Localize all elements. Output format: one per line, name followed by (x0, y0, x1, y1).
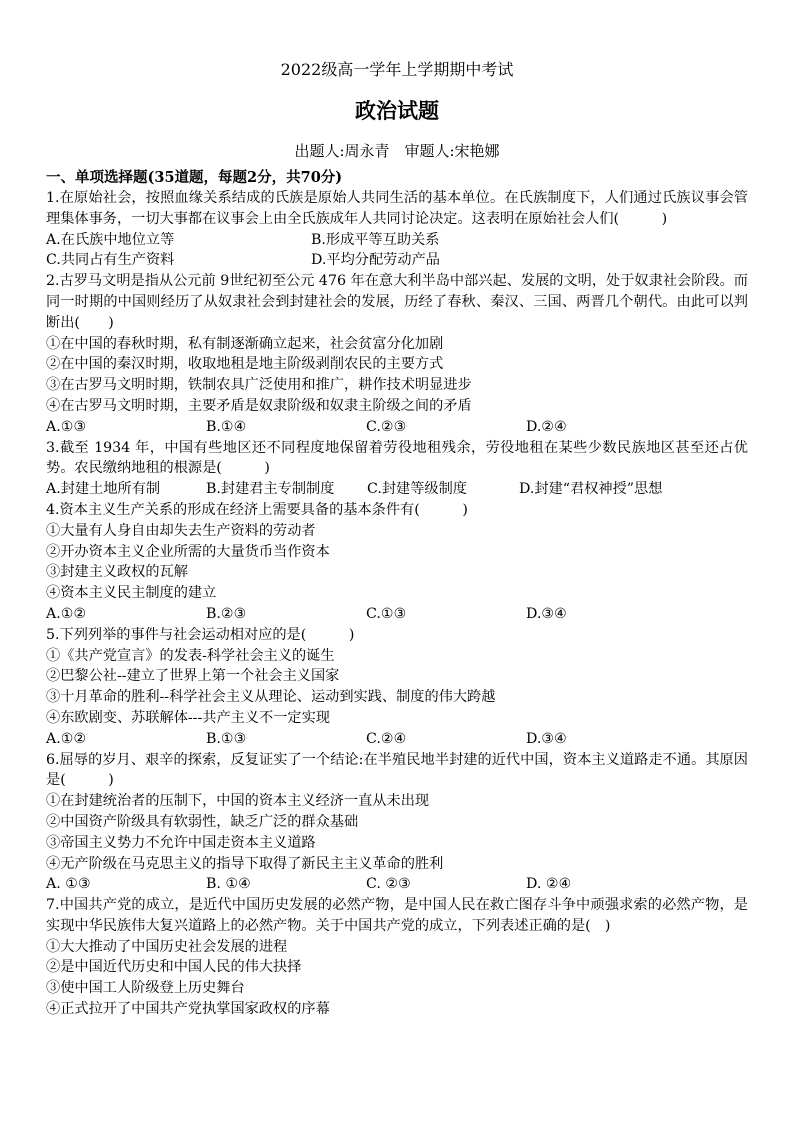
statement-item: ④在古罗马文明时期，主要矛盾是奴隶阶级和奴隶主阶级之间的矛盾 (46, 397, 472, 414)
statement-item: ①在封建统治者的压制下，中国的资本主义经济一直从未出现 (46, 793, 430, 810)
statement-item: ②是中国近代历史和中国人民的伟大抉择 (46, 959, 302, 976)
option-c: C. ②③ (366, 876, 411, 893)
question-stem: 7.中国共产党的成立，是近代中国历史发展的必然产物，是中国人民在救亡图存斗争中顽强求索的必然产物，是实现中华民族伟大复兴道路上的必然产物。关于中国共产党的成立，下列表述正确的是( ) (46, 897, 748, 934)
option-b: B. ①④ (206, 876, 251, 893)
option-b: B.②③ (206, 605, 247, 622)
statement-item: ②巴黎公社--建立了世界上第一个社会主义国家 (46, 668, 340, 685)
exam-page (46, 58, 748, 1020)
option-d: D.封建“君权神授”思想 (519, 481, 663, 498)
option-d: D.②④ (526, 418, 567, 435)
question-2 (46, 271, 748, 437)
question-options (46, 417, 748, 438)
option-d: D.③④ (526, 730, 567, 747)
option-a: A.①② (46, 730, 87, 747)
option-a: A.①③ (46, 418, 87, 435)
subject-title: 政治试题 (355, 98, 439, 123)
question-options (46, 874, 748, 895)
option-b: B.形成平等互助关系 (311, 231, 440, 248)
option-a: A. ①③ (46, 876, 91, 893)
statement-item: ③在古罗马文明时期，铁制农具广泛使用和推广，耕作技术明显进步 (46, 377, 472, 394)
statement-item: ①大量有人身自由却失去生产资料的劳动者 (46, 522, 316, 539)
statement-item: ③十月革命的胜利--科学社会主义从理论、运动到实践、制度的伟大跨越 (46, 689, 496, 706)
author-line: 出题人:周永青 审题人:宋艳娜 (294, 142, 500, 160)
question-stem: 5.下列列举的事件与社会运动相对应的是( ) (46, 626, 355, 643)
statement-item: ①大大推动了中国历史社会发展的进程 (46, 938, 288, 955)
statement-item: ③帝国主义势力不允许中国走资本主义道路 (46, 834, 316, 851)
question-stem: 3.截至 1934 年，中国有些地区还不同程度地保留着劳役地租残余，劳役地租在某些少数民族地区甚至还占优势。农民缴纳地租的根源是( ) (46, 439, 748, 477)
question-options (46, 230, 748, 251)
option-d: D.③④ (526, 605, 567, 622)
section-title: 一、单项选择题(35道题，每题2分，共70分) (46, 169, 343, 186)
question-3 (46, 438, 748, 500)
statement-item: ②开办资本主义企业所需的大量货币当作资本 (46, 543, 330, 560)
question-options (46, 479, 748, 500)
question-4 (46, 500, 748, 625)
statement-item: ③封建主义政权的瓦解 (46, 564, 188, 581)
question-7 (46, 895, 748, 1020)
exam-title: 2022级高一学年上学期期中考试 (280, 60, 514, 79)
option-c: C.②③ (366, 418, 407, 435)
question-stem: 1.在原始社会，按照血缘关系结成的氏族是原始人共同生活的基本单位。在氏族制度下，人们通过氏族议事会管理集体事务，一切大事都在议事会上由全氏族成年人共同讨论决定。这表明在原始社会人们( ) (46, 190, 748, 227)
option-a: A.在氏族中地位立等 (46, 231, 175, 248)
question-6 (46, 750, 748, 896)
question-options (46, 250, 748, 271)
question-options (46, 604, 748, 625)
option-a: A.封建土地所有制 (46, 481, 161, 498)
statement-item: ①在中国的春秋时期，私有制逐渐确立起来，社会贫富分化加剧 (46, 335, 444, 352)
statement-item: ④正式拉开了中国共产党执掌国家政权的序幕 (46, 1001, 330, 1018)
option-a: A.①② (46, 605, 87, 622)
option-c: C.①③ (366, 605, 407, 622)
statement-item: ④资本主义民主制度的建立 (46, 585, 217, 602)
option-d: D.平均分配劳动产品 (311, 252, 440, 269)
question-options (46, 729, 748, 750)
statement-item: ③使中国工人阶级登上历史舞台 (46, 980, 245, 997)
question-stem: 4.资本主义生产关系的形成在经济上需要具备的基本条件有( ) (46, 501, 468, 518)
question-stem: 2.古罗马文明是指从公元前 9世纪初至公元 476 年在意大利半岛中部兴起、发展的文明，处于奴隶社会阶段。而同一时期的中国则经历了从奴隶社会到封建社会的发展，历经了春秋、秦汉、三国、两晋几个朝代。由此可以判断出( ) (46, 273, 748, 331)
question-stem: 6.屈辱的岁月、艰辛的探索，反复证实了一个结论:在半殖民地半封建的近代中国，资本主义道路走不通。其原因是( ) (46, 751, 748, 789)
statement-item: ②在中国的秦汉时期，收取地租是地主阶级剥削农民的主要方式 (46, 356, 444, 373)
option-c: C.封建等级制度 (367, 481, 467, 498)
question-5 (46, 625, 748, 750)
option-c: C.②④ (366, 730, 407, 747)
option-b: B.①④ (206, 418, 247, 435)
option-b: B.封建君主专制制度 (206, 481, 335, 498)
statement-item: ①《共产党宣言》的发表-科学社会主义的诞生 (46, 647, 335, 664)
statement-item: ④东欧剧变、苏联解体---共产主义不一定实现 (46, 709, 330, 726)
question-1 (46, 188, 748, 271)
option-d: D. ②④ (526, 876, 572, 893)
option-b: B.①③ (206, 730, 247, 747)
statement-item: ②中国资产阶级具有软弱性，缺乏广泛的群众基础 (46, 813, 359, 830)
option-c: C.共同占有生产资料 (46, 252, 175, 269)
statement-item: ④无产阶级在马克思主义的指导下取得了新民主主义革命的胜利 (46, 855, 444, 872)
